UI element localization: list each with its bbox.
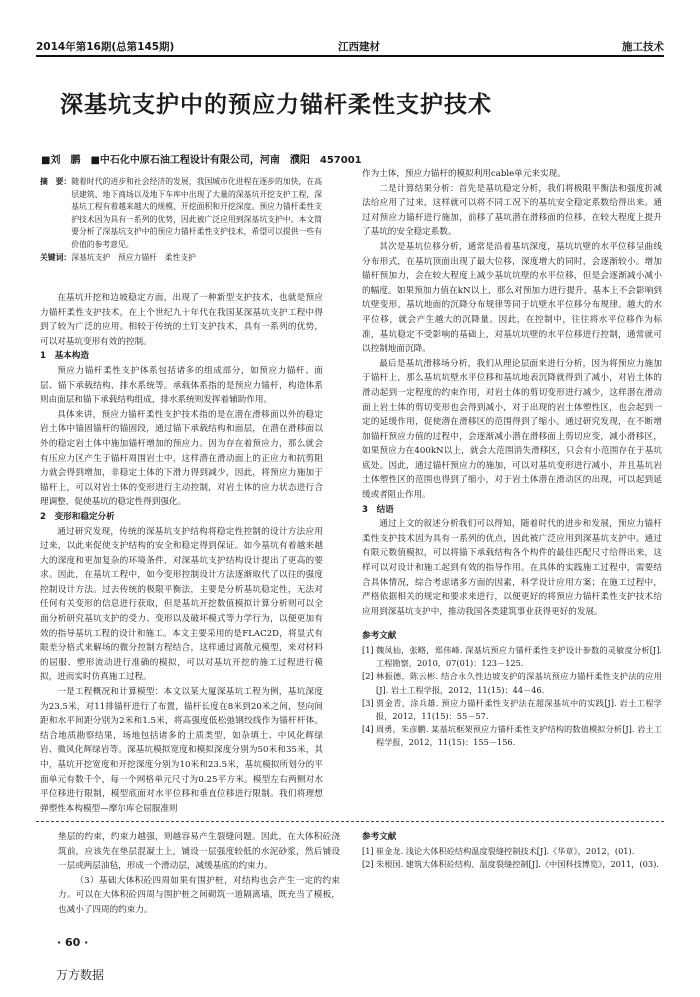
section-divider — [36, 821, 664, 822]
paragraph: 垫层的约束，约束力越强，则越容易产生裂缝问题。因此，在大体积砼浇筑前，应该先在垫层混凝土上，铺设一层强度较低的水泥砂浆，然后铺设一层或两层油毡，形成一个滑动层，减缓基底的约束力。 — [58, 832, 340, 872]
paragraph: 预应力锚杆柔性支护体系包括诸多的组成部分，如预应力锚杆、面层、锚下承载结构、排水系统等。承载体系指的是预应力锚杆，构造体系则由面层和锚下承载结构组成，排水系统则发挥着辅助作用。 — [40, 365, 323, 406]
keywords-label: 关键词： — [40, 252, 72, 262]
reference-item: [1] 魏凤仙，张略，郑伟峰. 深基坑预应力锚杆柔性支护设计参数的灵敏度分析[J]. 工程勘察，2010，07(01)：123－125. — [362, 645, 662, 669]
reference-item: [2] 林振德，陈云彬. 结合永久性边坡支护的深基坑预应力锚杆柔性支护法的应用[J]. 岩土工程学报，2012，11(15)：44－46. — [362, 671, 662, 695]
section-name: 施工技术 — [622, 41, 664, 53]
reference-item: [4] 周勇，朱彦鹏. 某基坑框架预应力锚杆柔性支护结构的数值模拟分析[J]. 岩土工程学报，2012，11(15)：155－156. — [362, 724, 662, 748]
issue-info: 2014年第16期(总第145期) — [36, 41, 175, 53]
section-heading-1: 1 基本构造 — [40, 351, 89, 362]
section-heading-3: 3 结语 — [362, 504, 394, 515]
paragraph: 通过上文的叙述分析我们可以得知，随着时代的进步和发展，预应力锚杆柔性支护技术因为具有一系列的优点，因此被广泛应用到深基坑支护中。通过有限元数值模拟，可以将锚下承载结构各个构件的最佳匹配尺寸给得出来，这样可以对设计和施工起到有效的指导作用。在具体的实践施工过程中，需要结合具体情况，综合考虑诸多方面的因素，科学设计应用方案；在施工过程中，严格依据相关的规定和要求来进行，以便更好的将预应力锚杆柔性支护技术给应用到深基坑支护中，推动我国各类建筑事业获得更好的发展。 — [362, 519, 662, 617]
bottom-left-column — [58, 830, 340, 918]
references-heading: 参考文献 — [362, 832, 397, 842]
reference-item: [3] 贾金青，涂兵雄. 预应力锚杆柔性支护法在超深基坑中的实践[J]. 岩土工程学报，2012，11(15)：55－57. — [362, 697, 662, 722]
section-heading-2: 2 变形和稳定分析 — [40, 511, 115, 522]
paragraph: 一是工程概况和计算模型：本文以某大厦深基坑工程为例，基坑深度为23.5米，对11排锚杆进行了布置，锚杆长度在8米到20米之间，竖向间距和水平间距分别为2米和1.5米，将高强度低松弛钢绞线作为锚杆杆体。结合地质勘察结果，场地包括诸多的土质类型，如杂填土、中风化辉绿岩、微风化辉绿岩等。深基坑模拟宽度和模拟深度分别为50米和35米，其中，基坑开挖宽度和开挖深度分别为10米和23.5米，基坑模拟所划分的平面单元有数千个，每一个网格单元尺寸为0.25平方米。模型左右两侧对水平位移进行限制，模型底面对水平位移和垂直位移进行限制。我们将理想弹塑性本构模型—摩尔库仑屈服准则 — [40, 687, 323, 814]
running-header — [36, 37, 664, 55]
author-line: ■刘 鹏 ■中石化中原石油工程设计有限公司，河南 濮阳 457001 — [41, 155, 362, 166]
page-title: 深基坑支护中的预应力锚杆柔性支护技术 — [60, 92, 492, 118]
abstract-text: 随着时代的进步和社会经济的发展，我国城市化进程在逐步的加快，在高层建筑、地下商场以及地下车库中出现了大量的深基坑开挖支护工程，深基坑工程有着越来越大的规模、开挖面积和开挖深度。预应力锚杆柔性支护技术因为具有一系列的优势，因此被广泛应用到深基坑支护中。本文简要分析了深基坑支护中的预应力锚杆柔性支护技术，希望可以提供一些有价值的参考意见。 — [71, 177, 322, 249]
reference-item: [1] 崔金龙. 浅论大体积砼结构温度裂缝控制技术[J].《华章》，2012，(01). — [362, 845, 635, 856]
intro-paragraph: 在基坑开挖和边坡稳定方面，出现了一种新型支护技术，也就是预应力锚杆柔性支护技术，在上个世纪九十年代在我国某深基坑支护工程中得到了较为广泛的应用。相较于传统的土钉支护技术，具有一系列的优势，可以对基坑变形有效的控制。 — [40, 293, 323, 347]
paragraph: 具体来讲，预应力锚杆柔性支护技术指的是在潜在滑移面以外的稳定岩土体中锚固锚杆的锚固段，通过锚下承载结构和面层，在潜在滑移面以外的稳定岩土体中施加锚杆增加的预应力。因为存在着预应力，那么就会有压应力区产生于锚杆周围岩土中，这样潜在滑动面上的正应力和抗剪阻力就会得到增加，非稳定土体的下滑力得到减少，因此，将预应力施加于锚杆上，可以对岩土体的变形进行主动控制，对岩土体的应力状态进行合理调整，促使基坑的稳定性得到强化。 — [40, 409, 323, 508]
paragraph: 最后是基坑滑移场分析，我们从理论层面来进行分析，因为将预应力施加于锚杆上，那么基坑坑壁水平位移和基坑地表沉降就得到了减小，对岩土体的滑动起到一定程度的约束作用，对岩土体的剪切变形进行减少，这样潜在滑动面上岩土体的剪切变形也会得到减小，对于出现的岩土体塑性区，也会起到一定的延缓作用，促使潜在滑移区的范围得到了缩小。通过研究发现，在不断增加锚杆预应力值的过程中，会逐渐减小潜在滑移面上剪切应变，减小滑移区，如果预应力在400kN以上，就会大范围消失滑移区，只会有小范围存在于基坑底处。因此，通过锚杆预应力的施加，可以对基坑变形进行减小，并且基坑岩土体塑性区的范围也得到了缩小，对于岩土体潜在滑动区的出现，可以起到延缓或者阻止作用。 — [362, 358, 662, 501]
reference-item: [2] 朱根国. 建筑大体积砼结构、温度裂缝控制[J].《中国科技博览》，2011，(03). — [362, 858, 659, 869]
keywords-text: 深基坑支护 预应力锚杆 柔性支护 — [71, 252, 196, 262]
paragraph: 通过研究发现，传统的深基坑支护结构将稳定性控制的设计方法应用过来，以此来促使支护结构的安全和稳定得到保证。如今基坑有着越来越大的深度和更加复杂的环境条件，对深基坑支护结构设计提出了更高的要求。因此，在基坑工程中，如今变形控制设计方法逐渐取代了以往的强度控制设计方法。过去传统的极限平衡法，主要是分析基坑稳定性，无法对任何有关变形的信息进行获取，但是基坑开挖数值模拟计算分析则可以全面分析研究基坑支护的受力、变形以及破坏模式等力学行为，以便更加有效的指导基坑工程的设计和施工。本文主要采用的是FLAC2D，将显式有限差分格式来解场的微分控制方程结合，这样通过离散元模型，来对材料的屈服、塑形流动进行准确的模拟，可以对基坑开挖的施工过程进行模拟，进而实时仿真施工过程。 — [40, 526, 323, 683]
references-heading: 参考文献 — [362, 631, 397, 642]
right-column — [362, 167, 662, 750]
abstract-label: 摘 要： — [40, 177, 72, 186]
journal-name: 江西建材 — [338, 41, 380, 53]
abstract-block — [40, 176, 322, 264]
paragraph: 二是计算结果分析：首先是基坑稳定分析，我们将极限平衡法和强度折减法给应用了过来，这样就可以将不同工况下的基坑安全稳定系数给得出来。通过对预应力锚杆进行施加，前移了基坑潜在滑移面的位移，在较大程度上提升了基坑的安全稳定系数。 — [362, 183, 662, 238]
paragraph: （3）基础大体积砼四周如果有围护桩，对结构也会产生一定的约束力。可以在大体积砼四周与围护桩之间砌筑一道隔离墙，既充当了模板，也减小了四周的约束力。 — [58, 875, 340, 915]
page-number: · 60 · — [57, 936, 89, 949]
paragraph: 作为土体，预应力锚杆的模拟利用cable单元来实现。 — [362, 169, 566, 179]
left-column — [40, 291, 323, 816]
bottom-right-column — [362, 830, 662, 871]
header-rule — [36, 55, 664, 57]
paragraph: 其次是基坑位移分析，通常是沿着基坑深度，基坑坑壁的水平位移呈曲线分布形式，在基坑顶面出现了最大位移，深度增大的同时，会逐渐较小。增加锚杆预加力，会在较大程度上减少基坑坑壁的水平位移，但是会逐渐减小减小的幅度。如果预加力值在kN以上，那么对预加力进行提升，基本上不会影响到坑壁变形。基坑地面的沉降分布规律等同于坑壁水平位移分布规律。越大的水平位移，就会产生越大的沉降量。因此，在控制中，往往将水平位移作为标准，基坑稳定不受影响的基础上，对基坑坑壁的水平位移进行控制，通常就可以控制地面沉降。 — [362, 241, 662, 355]
watermark: 万方数据 — [56, 968, 105, 982]
